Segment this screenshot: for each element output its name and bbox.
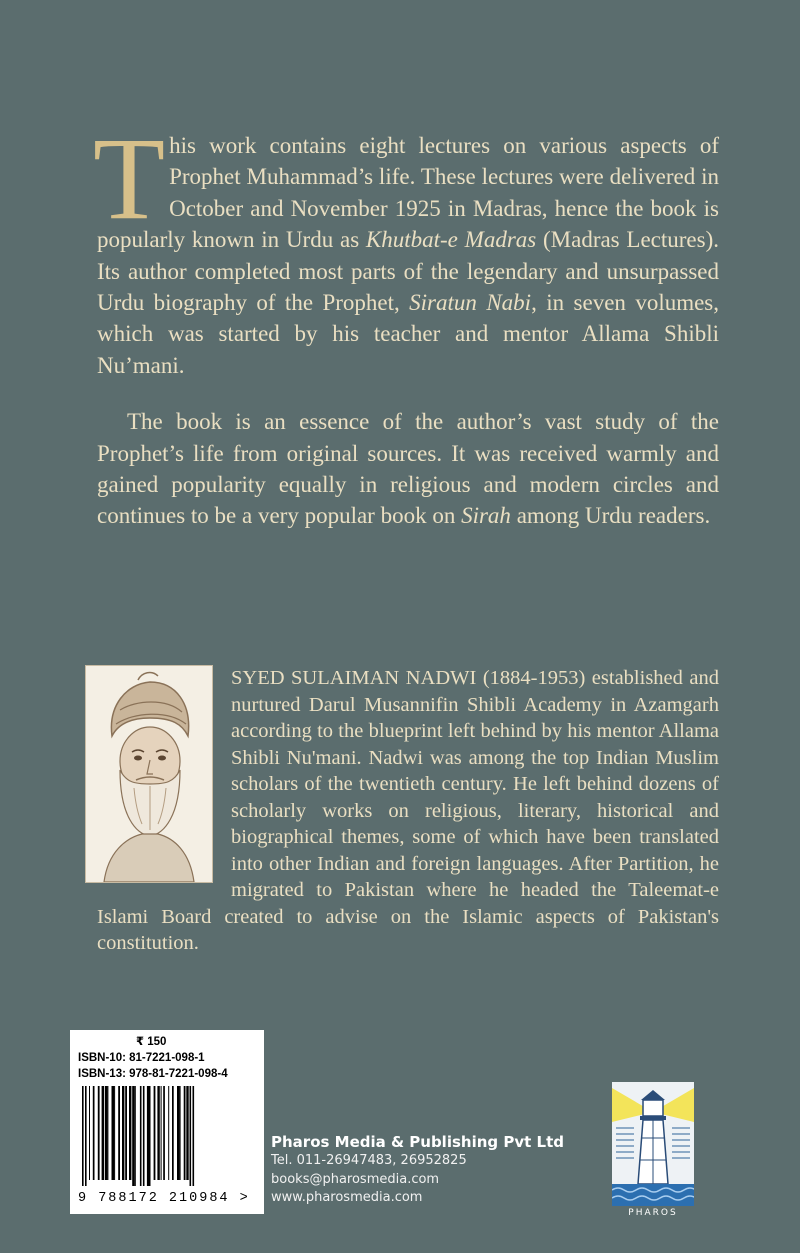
- barcode-bars: [78, 1086, 256, 1186]
- price: ₹ 150: [136, 1036, 167, 1048]
- barcode-bar: [157, 1086, 159, 1180]
- logo-label: PHAROS: [628, 1208, 678, 1218]
- publisher-info: [271, 1132, 564, 1208]
- barcode-bar: [132, 1086, 135, 1186]
- barcode-bar: [89, 1086, 90, 1180]
- barcode-bar: [82, 1086, 84, 1186]
- barcode-bar: [163, 1086, 165, 1180]
- author-bio: SYED SULAIMAN NADWI (1884-1953) established and nurtured Darul Musannifin Shibli Academy in Azamgarh according to the blueprint left behind by his mentor Allama Shibli Nu'mani. Nadwi was among the top Indian Muslim scholars of the twentieth century. He left behind dozens of scholarly works on religious, literary, historical and biographical themes, some of which have been translated into other Indian and foreign languages. After Partition, he migrated to Pakistan where he headed the Taleemat-e Islami Board created to advise on the Islamic aspects of Pakistan's constitution.: [97, 667, 719, 954]
- barcode-bar: [85, 1086, 87, 1186]
- sirah-italic: Sirah: [461, 503, 511, 529]
- barcode-bar: [147, 1086, 150, 1186]
- drop-cap: T: [93, 113, 166, 244]
- barcode-digits: 9 788172 210984 >: [78, 1191, 250, 1206]
- barcode-bar: [172, 1086, 174, 1180]
- barcode-bar: [140, 1086, 142, 1186]
- barcode-bar: [114, 1086, 115, 1180]
- barcode-bar: [135, 1086, 136, 1186]
- blurb-paragraph-1: [93, 113, 720, 381]
- biography-title-italic: Siratun Nabi: [409, 290, 532, 316]
- barcode-bar: [112, 1086, 115, 1180]
- barcode-bar: [193, 1086, 195, 1186]
- barcode-bar: [190, 1086, 192, 1186]
- blurb-paragraph-2: [97, 406, 719, 532]
- publisher-name: Pharos Media & Publishing Pvt Ltd: [271, 1133, 564, 1151]
- barcode-bar: [177, 1086, 180, 1180]
- barcode-bar: [184, 1086, 186, 1180]
- barcode-label: [70, 1030, 264, 1214]
- barcode-bar: [118, 1086, 120, 1180]
- barcode-bar: [93, 1086, 95, 1180]
- barcode-bar: [98, 1086, 100, 1180]
- barcode-bar: [125, 1086, 127, 1180]
- author-section: [97, 665, 719, 957]
- barcode-bar: [161, 1086, 162, 1180]
- blurb-text: The book is an essence of the author’s vast study of the Prophet’s life from original sources. It was received warmly and gained popularity equally in religious and modern circles and continues to be a very popular book on: [97, 409, 719, 529]
- publisher-website: www.pharosmedia.com: [271, 1190, 423, 1205]
- barcode-bar: [129, 1086, 131, 1180]
- barcode-bar: [143, 1086, 145, 1186]
- isbn-13: ISBN-13: 978-81-7221-098-4: [78, 1068, 228, 1080]
- barcode-bar: [102, 1086, 104, 1180]
- barcode-bar: [107, 1086, 108, 1180]
- blurb-text: (Madras Lectures). Its author completed most parts of the legendary and unsurpassed Urdu biography of the Prophet,: [97, 227, 719, 316]
- pharos-logo: [612, 1082, 694, 1220]
- book-title-italic: Khutbat-e Madras: [365, 227, 537, 253]
- blurb-text: among Urdu readers.: [510, 503, 711, 529]
- barcode-bar: [154, 1086, 156, 1180]
- publisher-phone: Tel. 011-26947483, 26952825: [271, 1153, 467, 1168]
- portrait-sketch: [86, 666, 212, 882]
- barcode-bar: [168, 1086, 169, 1180]
- blurb: [93, 113, 720, 532]
- barcode-bar: [150, 1086, 151, 1186]
- publisher-email: books@pharosmedia.com: [271, 1171, 440, 1187]
- blurb-text: , in seven volumes, which was started by his teacher and mentor Allama Shibli Nu’mani.: [97, 290, 720, 378]
- barcode-bar: [180, 1086, 181, 1180]
- lighthouse-icon: [612, 1082, 694, 1220]
- isbn-10: ISBN-10: 81-7221-098-1: [78, 1052, 205, 1064]
- barcode-bar: [186, 1086, 188, 1180]
- author-portrait: [85, 665, 213, 883]
- barcode-bar: [105, 1086, 108, 1180]
- barcode-bar: [122, 1086, 124, 1180]
- blurb-text: his work contains eight lectures on various aspects of Prophet Muhammad’s life. These lectures were delivered in October and November 1925 in Madras, hence the book is popularly known in Urdu as: [97, 133, 719, 253]
